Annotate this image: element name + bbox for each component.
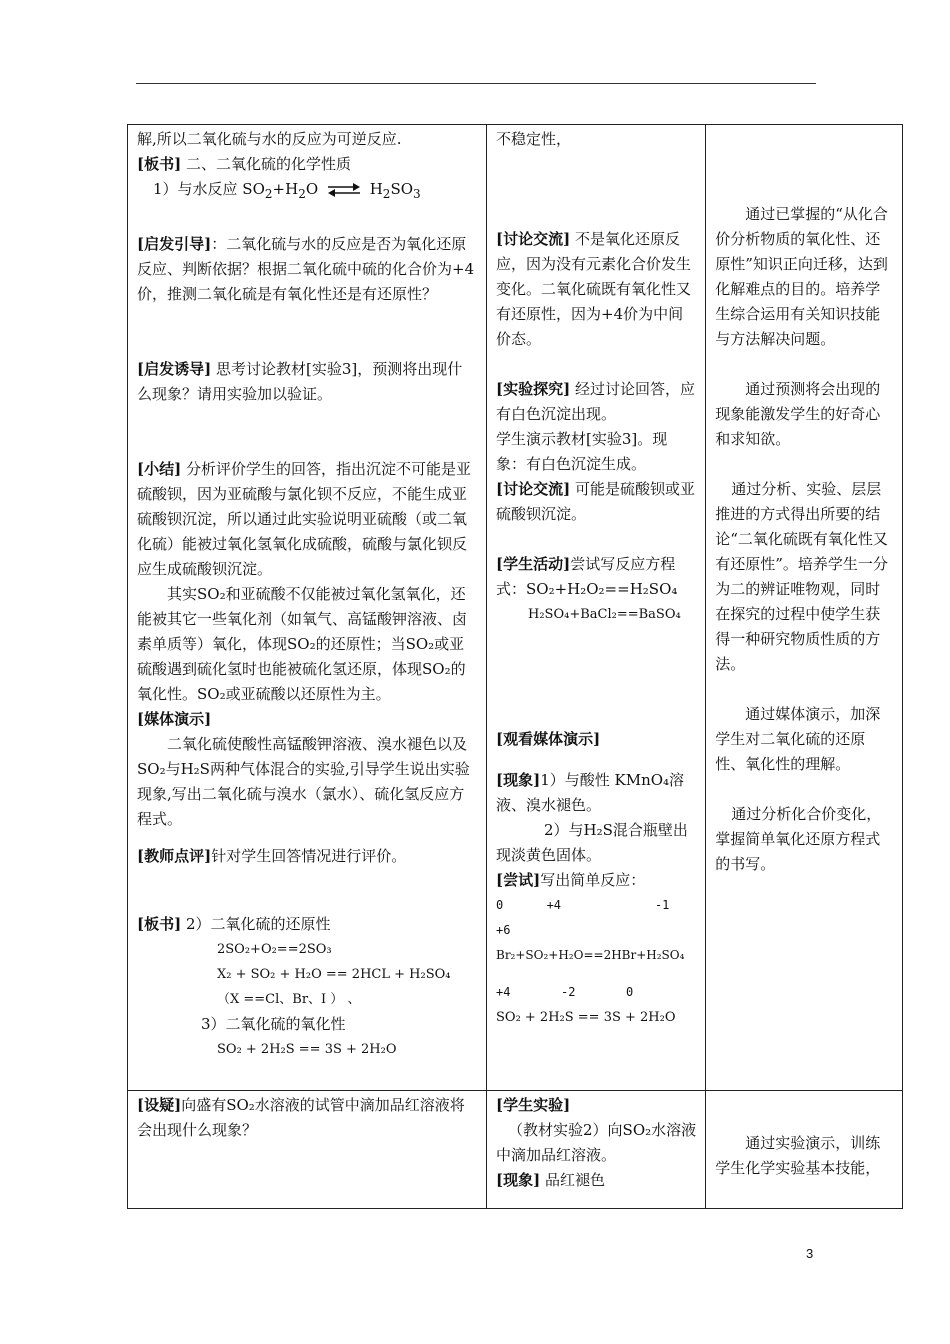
teacher-activity-cell: [128, 125, 487, 1091]
equation: SO₂ + 2H₂S == 3S + 2H₂O: [217, 1042, 397, 1057]
board-oxidizing: 3）二氧化硫的氧化性: [201, 1015, 346, 1033]
equation: X₂ + SO₂ + H₂O == 2HCL + H₂SO₄: [217, 967, 451, 982]
discussion: [496, 477, 696, 527]
tag: [学生活动]: [496, 555, 571, 573]
text-line: 解,所以二氧化硫与水的反应为可逆反应.: [137, 130, 402, 148]
intent: 通过预测将会出现的现象能激发学生的好奇心和求知欲。: [715, 380, 881, 448]
board-heading: [137, 152, 477, 177]
equation-water: 1）与水反应 $SO_2+H_2O$ $H_2SO_3$: [153, 180, 421, 201]
experiment-text: （教材实验2）向SO₂水溶液中滴加品红溶液。: [496, 1121, 697, 1164]
guided-question: [137, 232, 477, 307]
text: 分析评价学生的回答，指出沉淀不可能是亚硫酸钡，因为亚硫酸与氯化钡不反应，不能生成亚硫酸钡沉淀，所以通过此实验说明亚硫酸（或二氧化硫）能被过氧化氢氧化成硫酸，硫酸与氯化钡反应生成硫酸钡沉淀。: [137, 460, 471, 578]
question: [137, 1093, 477, 1143]
text: 针对学生回答情况进行评价。: [211, 847, 407, 865]
text-line: 不稳定性，: [496, 130, 572, 148]
attempt: [496, 868, 696, 893]
tag: [现象]: [496, 771, 541, 789]
page-number: 3: [806, 1246, 814, 1261]
intent: 通过已掌握的“从化合价分析物质的氧化性、还原性”知识正向迁移，达到化解难点的目的。培养学生综合运用有关知识技能与方法解决问题。: [715, 205, 888, 348]
table-row: [128, 125, 903, 1091]
tag: [讨论交流]: [496, 230, 571, 248]
oxidation-states: 0 +4 -1: [496, 898, 670, 912]
phenomenon-2: 2）与H₂S混合瓶壁出现淡黄色固体。: [496, 821, 688, 864]
lesson-table: [127, 124, 903, 1209]
eq-part: O: [305, 180, 319, 198]
text: 写出简单反应：: [540, 871, 646, 889]
oxidation-states: +4 -2 0: [496, 985, 634, 999]
media-demo-text: 二氧化硫使酸性高锰酸钾溶液、溴水褪色以及SO₂与H₂S两种气体混合的实验,引导学生说出实验现象,写出二氧化硫与溴水（氯水）、硫化氢反应方程式。: [137, 735, 470, 828]
text: 尝试写反应方程式：SO₂+H₂O₂==H₂SO₄: [496, 555, 678, 598]
equation: （X ==Cl、Br、I ） 、: [217, 992, 361, 1007]
media-watch-heading: [观看媒体演示]: [496, 730, 601, 748]
text: ：二氧化硫与水的反应是否为氧化还原反应、判断依据？根据二氧化硫中硫的化合价为+4价，推测二氧化硫是有氧化性还是有还原性？: [137, 235, 475, 303]
phenomenon: [496, 768, 696, 818]
text: 思考讨论教材[实验3]，预测将出现什么现象？请用实验加以验证。: [137, 360, 463, 403]
text: 不是氧化还原反应，因为没有元素化合价发生变化。二氧化硫既有氧化性又有还原性，因为+4价为中间价态。: [496, 230, 692, 348]
design-intent-cell: [706, 125, 903, 1091]
text: 经过讨论回答，应有白色沉淀出现。: [496, 380, 695, 423]
paragraph: 其实SO₂和亚硫酸不仅能被过氧化氢氧化，还能被其它一些氧化剂（如氧气、高锰酸钾溶液、卤素单质等）氧化，体现SO₂的还原性；当SO₂或亚硫酸遇到硫化氢时也能被硫化氢还原，体现SO₂的氧化性。SO₂或亚硫酸以还原性为主。: [137, 585, 468, 703]
oxidation-states: +6: [496, 923, 511, 937]
text: 向盛有SO₂水溶液的试管中滴加品红溶液将会出现什么现象？: [137, 1096, 465, 1139]
tag: [板书]: [137, 155, 182, 173]
equation: 2SO₂+O₂==2SO₃: [217, 942, 332, 957]
table-row: [128, 1091, 903, 1209]
reversible-arrow-icon: [327, 182, 361, 198]
teacher-comment: [137, 844, 477, 869]
student-demo: 学生演示教材[实验3]。现象：有白色沉淀生成。: [496, 430, 668, 473]
summary: [137, 457, 477, 582]
equation: H₂SO₄+BaCl₂==BaSO₄: [528, 607, 681, 622]
tag: [板书]: [137, 915, 182, 933]
tag: [设疑]: [137, 1096, 182, 1114]
text: 2）二氧化硫的还原性: [181, 915, 331, 933]
equation: SO₂ + 2H₂S == 3S + 2H₂O: [496, 1010, 676, 1025]
student-activity-cell: [487, 125, 706, 1091]
student-experiment-heading: [学生实验]: [496, 1096, 571, 1114]
tag: [小结]: [137, 460, 182, 478]
eq-part: H: [369, 180, 383, 198]
tag: [实验探究]: [496, 380, 571, 398]
tag: [讨论交流]: [496, 480, 571, 498]
student-activity: [496, 552, 696, 602]
text: 二、二氧化硫的化学性质: [185, 155, 351, 173]
text: 品红褪色: [540, 1171, 605, 1189]
eq-part: +H: [272, 180, 299, 198]
media-demo-heading: [媒体演示]: [137, 710, 212, 728]
intent: 通过分析、实验、层层推进的方式得出所要的结论“二氧化硫既有氧化性又有还原性”。培养学生一分为二的辨证唯物观，同时在探究的过程中使学生获得一种研究物质性质的方法。: [715, 480, 888, 673]
tag: [尝试]: [496, 871, 541, 889]
text: 可能是硫酸钡或亚硫酸钡沉淀。: [496, 480, 695, 523]
student-activity-cell: [487, 1091, 706, 1209]
intent: 通过媒体演示，加深学生对二氧化硫的还原性、氧化性的理解。: [715, 705, 881, 773]
equation: Br₂+SO₂+H₂O==2HBr+H₂SO₄: [496, 948, 685, 962]
intent: 通过实验演示，训练学生化学实验基本技能，: [715, 1134, 881, 1177]
tag: [教师点评]: [137, 847, 212, 865]
phenomenon: [496, 1168, 696, 1193]
teacher-activity-cell: [128, 1091, 487, 1209]
eq-part: 1）与水反应 SO: [153, 180, 265, 198]
text: 1）与酸性 KMnO₄溶液、溴水褪色。: [496, 771, 685, 814]
discussion: [496, 227, 696, 352]
intent: 通过分析化合价变化，掌握简单氧化还原方程式的书写。: [715, 805, 882, 873]
board-reducing: [137, 912, 477, 937]
experiment-inquiry: [496, 377, 696, 427]
eq-part: SO: [390, 180, 414, 198]
tag: [启发引导]: [137, 235, 212, 253]
guided-prompt: [137, 357, 477, 407]
design-intent-cell: [706, 1091, 903, 1209]
tag: [现象]: [496, 1171, 541, 1189]
tag: [启发诱导]: [137, 360, 212, 378]
header-rule: [136, 83, 816, 84]
